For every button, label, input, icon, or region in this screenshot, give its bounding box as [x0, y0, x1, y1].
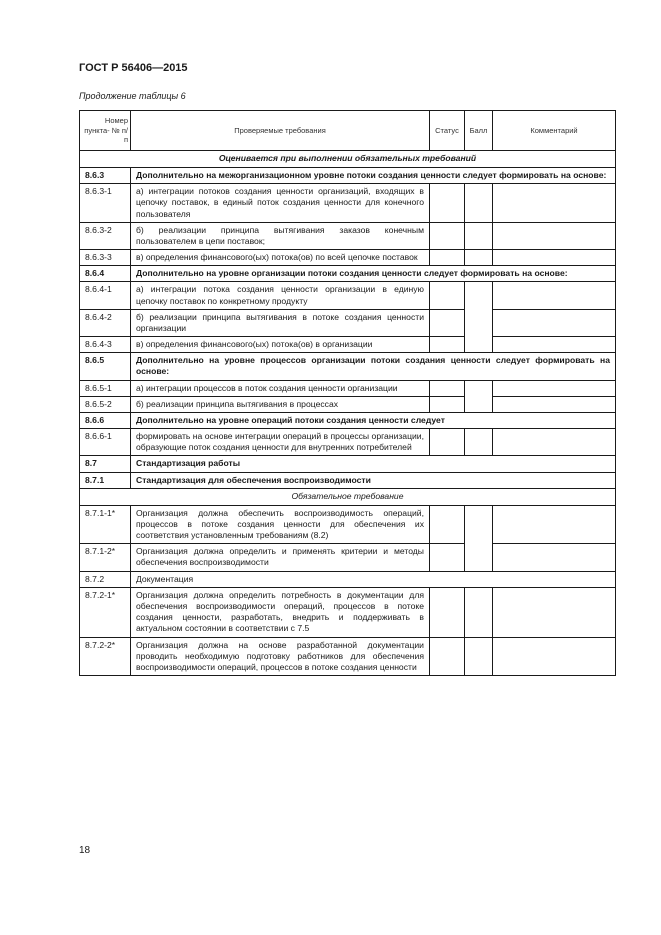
score-cell[interactable] — [465, 282, 493, 353]
table-row — [80, 353, 616, 380]
row-number: 8.7 — [80, 456, 131, 472]
standard-code: ГОСТ Р 56406—2015 — [79, 62, 188, 74]
status-cell[interactable] — [430, 250, 465, 266]
table-row — [80, 309, 616, 336]
page-number: 18 — [79, 845, 91, 856]
table-caption: Продолжение таблицы 6 — [79, 91, 186, 101]
row-number: 8.7.1-2* — [80, 544, 131, 571]
header-score: Балл — [465, 111, 493, 151]
status-cell[interactable] — [430, 380, 465, 396]
header-requirements: Проверяемые требования — [131, 111, 430, 151]
row-text: Дополнительно на уровне операций потоки создания ценности следует — [131, 412, 616, 428]
row-text: формировать на основе интеграции операций в процессы организации, образующие поток создания ценности для внутренних потребителей — [131, 429, 430, 456]
comment-cell[interactable] — [493, 380, 616, 396]
comment-cell[interactable] — [493, 250, 616, 266]
row-text: Организация должна обеспечить воспроизводимость операций, процессов в потоке создания ценности для обеспечения их соответствия установленным требованиям (8.2) — [131, 505, 430, 544]
score-cell[interactable] — [465, 222, 493, 249]
comment-cell[interactable] — [493, 337, 616, 353]
header-number: Номер пункта- № п/п — [80, 111, 131, 151]
status-cell[interactable] — [430, 505, 465, 544]
status-cell[interactable] — [430, 309, 465, 336]
row-number: 8.6.4-3 — [80, 337, 131, 353]
table-row — [80, 266, 616, 282]
table-row — [80, 412, 616, 428]
table-row — [80, 472, 616, 488]
comment-cell[interactable] — [493, 309, 616, 336]
row-text: а) интеграции процессов в поток создания ценности организации — [131, 380, 430, 396]
status-cell[interactable] — [430, 544, 465, 571]
row-number: 8.6.5-2 — [80, 396, 131, 412]
row-number: 8.6.4-1 — [80, 282, 131, 309]
status-cell[interactable] — [430, 637, 465, 676]
table-row — [80, 168, 616, 184]
row-number: 8.7.2-1* — [80, 587, 131, 637]
table-row — [80, 571, 616, 587]
row-number: 8.6.6 — [80, 412, 131, 428]
score-cell[interactable] — [465, 184, 493, 223]
status-cell[interactable] — [430, 282, 465, 309]
status-cell[interactable] — [430, 396, 465, 412]
row-text: Стандартизация для обеспечения воспроизводимости — [131, 472, 616, 488]
row-text: а) интеграции потока создания ценности организации в единую цепочку поставок по конкретному продукту — [131, 282, 430, 309]
mandatory-title: Обязательное требование — [80, 488, 616, 505]
row-text: в) определения финансового(ых) потока(ов) по всей цепочке поставок — [131, 250, 430, 266]
row-number: 8.6.5-1 — [80, 380, 131, 396]
mandatory-row — [80, 488, 616, 505]
row-text: Дополнительно на уровне организации потоки создания ценности следует формировать на основе: — [131, 266, 616, 282]
table-row — [80, 637, 616, 676]
table-row — [80, 337, 616, 353]
score-cell[interactable] — [465, 505, 493, 571]
header-status: Статус — [430, 111, 465, 151]
row-text: Дополнительно на межорганизационном уровне потоки создания ценности следует формировать на основе: — [131, 168, 616, 184]
row-number: 8.6.6-1 — [80, 429, 131, 456]
score-cell[interactable] — [465, 637, 493, 676]
section-title: Оценивается при выполнении обязательных требований — [80, 151, 616, 168]
requirements-table — [79, 110, 616, 676]
comment-cell[interactable] — [493, 184, 616, 223]
comment-cell[interactable] — [493, 587, 616, 637]
row-number: 8.7.2-2* — [80, 637, 131, 676]
comment-cell[interactable] — [493, 544, 616, 571]
row-text: Организация должна определить потребность в документации для обеспечения воспроизводимости операций, процессов в потоке создания ценности, разработать, внедрить и поддерживать в актуальном состоянии в соответствии с 7.5 — [131, 587, 430, 637]
table-row — [80, 282, 616, 309]
table-row — [80, 222, 616, 249]
row-text: Документация — [131, 571, 616, 587]
row-number: 8.6.4 — [80, 266, 131, 282]
table-row — [80, 429, 616, 456]
status-cell[interactable] — [430, 337, 465, 353]
table-row — [80, 184, 616, 223]
comment-cell[interactable] — [493, 429, 616, 456]
table-row — [80, 380, 616, 396]
table-row — [80, 544, 616, 571]
status-cell[interactable] — [430, 184, 465, 223]
table-row — [80, 505, 616, 544]
row-number: 8.6.5 — [80, 353, 131, 380]
row-text: б) реализации принципа вытягивания в потоке создания ценности организации — [131, 309, 430, 336]
status-cell[interactable] — [430, 222, 465, 249]
score-cell[interactable] — [465, 587, 493, 637]
row-text: Стандартизация работы — [131, 456, 616, 472]
row-text: б) реализации принципа вытягивания заказов конечным пользователем в цепи поставок; — [131, 222, 430, 249]
row-number: 8.6.3 — [80, 168, 131, 184]
score-cell[interactable] — [465, 429, 493, 456]
status-cell[interactable] — [430, 429, 465, 456]
row-text: Организация должна на основе разработанной документации проводить необходимую подготовку работников для обеспечения воспроизводимости операций, процессов в потоке создания ценности — [131, 637, 430, 676]
table-row — [80, 456, 616, 472]
comment-cell[interactable] — [493, 396, 616, 412]
comment-cell[interactable] — [493, 637, 616, 676]
comment-cell[interactable] — [493, 505, 616, 544]
row-number: 8.7.1-1* — [80, 505, 131, 544]
row-number: 8.6.3-3 — [80, 250, 131, 266]
comment-cell[interactable] — [493, 222, 616, 249]
row-number: 8.7.2 — [80, 571, 131, 587]
row-number: 8.7.1 — [80, 472, 131, 488]
row-number: 8.6.4-2 — [80, 309, 131, 336]
status-cell[interactable] — [430, 587, 465, 637]
table-row — [80, 587, 616, 637]
row-text: а) интеграции потоков создания ценности организаций, входящих в цепочку поставок, в единый поток создания ценности для конечного пользователя — [131, 184, 430, 223]
table-header-row — [80, 111, 616, 151]
row-text: Дополнительно на уровне процессов организации потоки создания ценности следует формировать на основе: — [131, 353, 616, 380]
score-cell[interactable] — [465, 250, 493, 266]
header-comment: Комментарий — [493, 111, 616, 151]
row-text: б) реализации принципа вытягивания в процессах — [131, 396, 430, 412]
comment-cell[interactable] — [493, 282, 616, 309]
row-text: в) определения финансового(ых) потока(ов) в организации — [131, 337, 430, 353]
section-row — [80, 151, 616, 168]
table-row — [80, 250, 616, 266]
table-row — [80, 396, 616, 412]
score-cell[interactable] — [465, 380, 493, 412]
row-number: 8.6.3-2 — [80, 222, 131, 249]
row-text: Организация должна определить и применять критерии и методы обеспечения воспроизводимости — [131, 544, 430, 571]
row-number: 8.6.3-1 — [80, 184, 131, 223]
